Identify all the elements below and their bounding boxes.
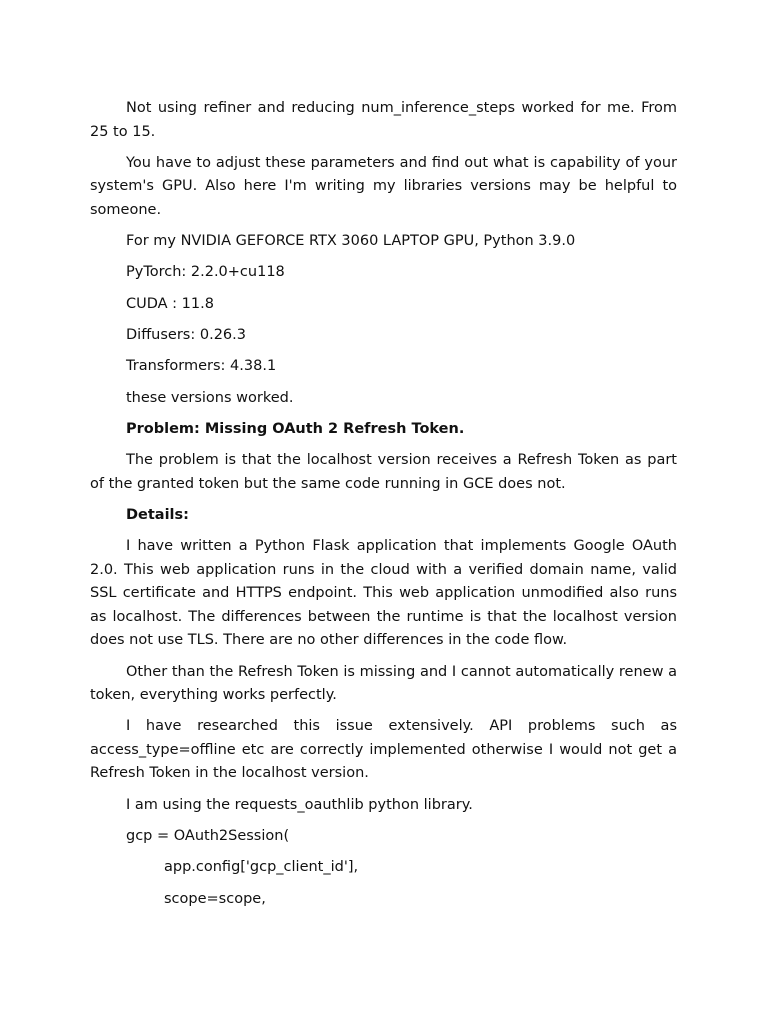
paragraph-refiner-tip: Not using refiner and reducing num_inference_steps worked for me. From 25 to 15. (90, 100, 677, 140)
paragraph-gpu-info: For my NVIDIA GEFORCE RTX 3060 LAPTOP GPU, Python 3.9.0 (126, 233, 576, 250)
paragraph-pytorch-version: PyTorch: 2.2.0+cu118 (126, 264, 285, 281)
paragraph-cuda-version: CUDA : 11.8 (126, 295, 214, 312)
code-line-client-id: app.config['gcp_client_id'], (164, 859, 359, 876)
details-heading: Details: (126, 506, 189, 523)
code-line-scope: scope=scope, (164, 890, 266, 907)
paragraph-library: I am using the requests_oauthlib python library. (126, 796, 473, 813)
paragraph-problem-description: The problem is that the localhost version receives a Refresh Token as part of the granted token but the same code running in GCE does not. (90, 452, 677, 492)
code-line-session: gcp = OAuth2Session( (126, 827, 290, 844)
paragraph-adjust-parameters: You have to adjust these parameters and find out what is capability of your system's GPU. Also here I'm writing my libraries versions may be helpful to someone. (90, 154, 677, 218)
paragraph-research: I have researched this issue extensively. API problems such as access_type=offline etc are correctly implemented otherwise I would not get a Refresh Token in the localhost version. (90, 718, 677, 782)
paragraph-application-details: I have written a Python Flask application that implements Google OAuth 2.0. This web application runs in the cloud with a verified domain name, valid SSL certificate and HTTPS endpoint. This web application unmodified also runs as localhost. The differences between the runtime is that the localhost version does not use TLS. There are no other differences in the code flow. (90, 538, 677, 649)
problem-heading: Problem: Missing OAuth 2 Refresh Token. (126, 420, 465, 437)
paragraph-diffusers-version: Diffusers: 0.26.3 (126, 326, 246, 343)
paragraph-versions-worked: these versions worked. (126, 389, 294, 406)
document-body (90, 97, 677, 919)
paragraph-refresh-token-missing: Other than the Refresh Token is missing and I cannot automatically renew a token, everything works perfectly. (90, 663, 677, 704)
paragraph-transformers-version: Transformers: 4.38.1 (126, 358, 277, 375)
